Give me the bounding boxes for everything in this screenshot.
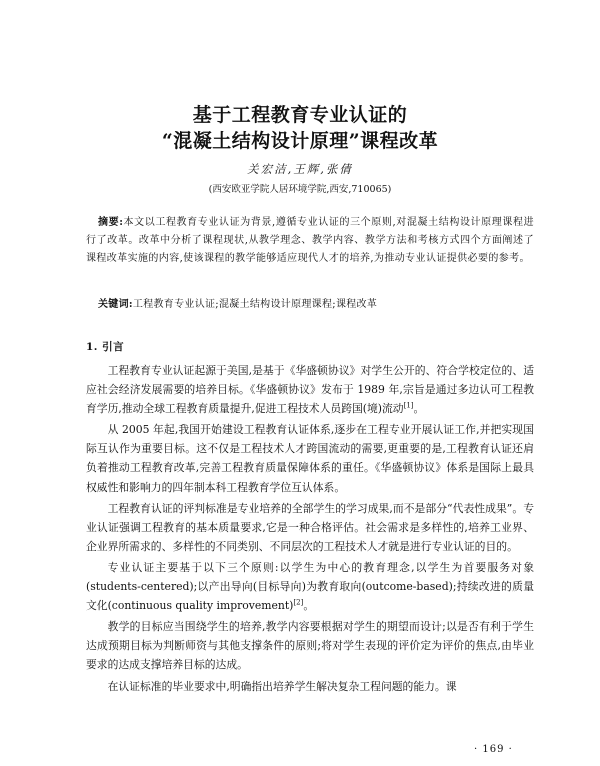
authors: 关宏洁,王辉,张倩	[247, 162, 353, 176]
abstract-text: 本文以工程教育专业认证为背景,遵循专业认证的三个原则,对混凝土结构设计原理课程进行了改革。改革中分析了课程现状,从教学理念、教学内容、教学方法和考核方式四个方面阐述了课程改革实施的内容,使该课程的教学能够适应现代人才的培养,为推动专业认证提供必要的参考。	[86, 217, 534, 265]
paragraph	[86, 361, 534, 418]
paper-title-line2: “混凝土结构设计原理”课程改革	[161, 130, 439, 152]
citation-ref: [2]	[293, 598, 304, 607]
keywords	[86, 297, 534, 313]
paragraph-text: 教学的目标应当围绕学生的培养,教学内容要根据对学生的期望而设计;以是否有利于学生达成预期目标为判断师资与其他支撑条件的原则;将对学生表现的评价定为评价的焦点,由毕业要求的达成支撑培养目标的达成。	[86, 620, 534, 672]
abstract	[86, 214, 534, 269]
page-number: · 169 ·	[474, 744, 513, 755]
citation-ref: [1]	[403, 401, 414, 410]
paragraph-tail: 。	[303, 599, 315, 613]
keywords-label: 关键词:	[98, 299, 133, 310]
section-heading: 1. 引言	[86, 341, 125, 353]
paragraph	[86, 420, 534, 496]
affiliation: (西安欧亚学院人居环境学院,西安,710065)	[208, 184, 392, 195]
paper-title-line1: 基于工程教育专业认证的	[192, 104, 408, 126]
abstract-label: 摘要:	[98, 217, 124, 228]
paragraph-text: 在认证标准的毕业要求中,明确指出培养学生解决复杂工程问题的能力。课	[107, 679, 457, 693]
paragraph-tail: 。	[413, 402, 425, 416]
keywords-text: 工程教育专业认证;混凝土结构设计原理课程;课程改革	[132, 299, 378, 310]
paragraph-text: 工程教育认证的评判标准是专业培养的全部学生的学习成果,而不是部分“代表性成果”。专业认证强调工程教育的基本质量要求,它是一种合格评估。社会需求是多样性的,培养工业界、企业界所需求的、多样性的不同类别、不同层次的工程技术人才就是进行专业认证的目的。	[86, 501, 534, 553]
paragraph-text: 专业认证主要基于以下三个原则:以学生为中心的教育理念,以学生为首要服务对象(students-centered);以产出导向(目标导向)为教育取向(outcome-based);持续改进的质量文化(continuous quality improvement)	[86, 560, 534, 613]
body-text	[86, 361, 534, 698]
paragraph	[86, 617, 534, 674]
paragraph	[86, 499, 534, 556]
paragraph	[86, 677, 534, 696]
paragraph-text: 从 2005 年起,我国开始建设工程教育认证体系,逐步在工程专业开展认证工作,并把实现国际互认作为重要目标。这不仅是工程技术人才跨国流动的需要,更重要的是,工程教育认证还肩负着推动工程教育改革,完善工程教育质量保障体系的重任。《华盛顿协议》体系是国际上最具权威性和影响力的四年制本科工程教育学位互认体系。	[86, 423, 534, 494]
paragraph	[86, 558, 534, 615]
paragraph-text: 工程教育专业认证起源于美国,是基于《华盛顿协议》对学生公开的、符合学校定位的、适应社会经济发展需要的培养目标。《华盛顿协议》发布于 1989 年,宗旨是通过多边认可工程教育学历,推动全球工程教育质量提升,促进工程技术人员跨国(境)流动	[86, 364, 534, 416]
